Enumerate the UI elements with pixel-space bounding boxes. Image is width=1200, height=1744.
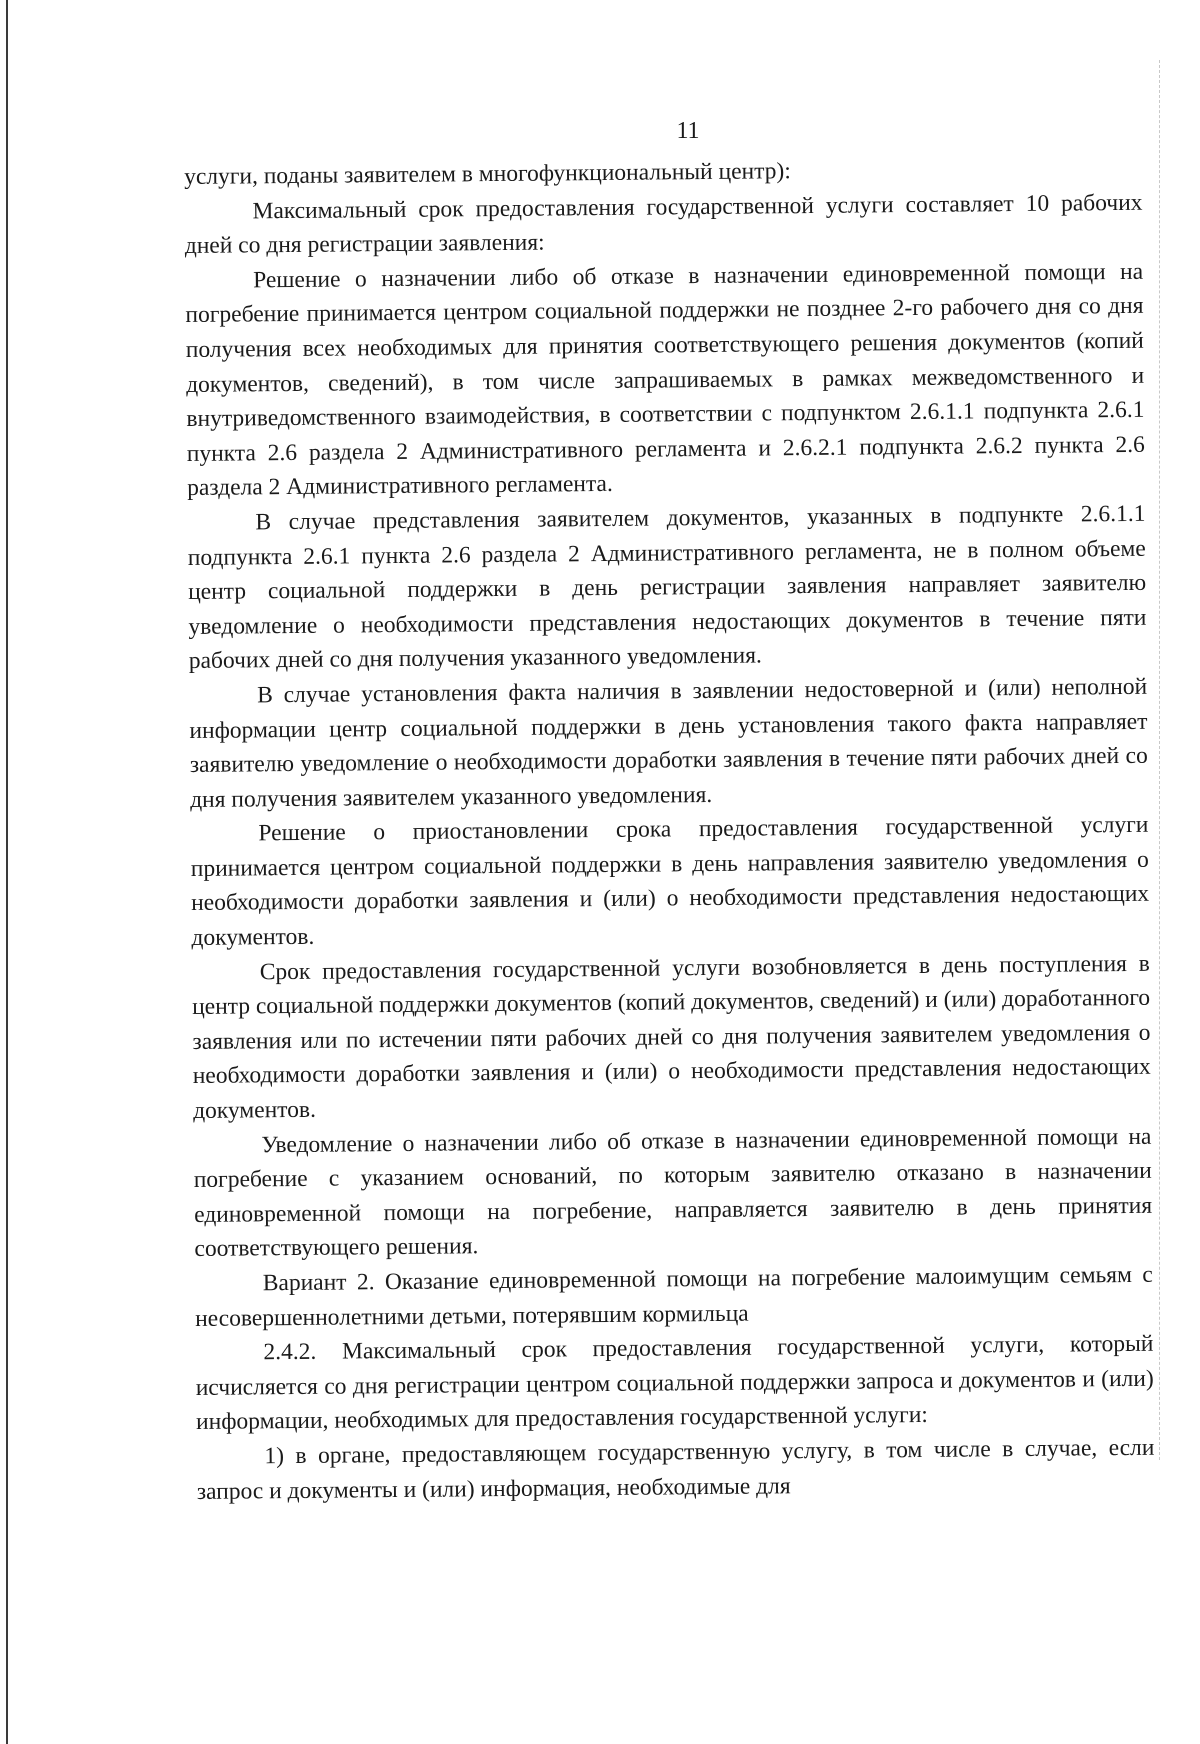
paragraph-decision: Решение о назначении либо об отказе в назначении единовременной помощи на погребение принимается центром социальной поддержки не позднее 2-го рабочего дня со дня получения всех необходимых для принятия соответствующего решения документов (копий документов, сведений), в том числе запрашиваемых в рамках межведомственного и внутриведомственного взаимодействия, в соответствии с подпунктом 2.6.1.1 подпункта 2.6.1 пункта 2.6 раздела 2 Административного регламента и 2.6.2.1 подпункта 2.6.2 пункта 2.6 раздела 2 Административного регламента. xyxy=(185,258,1145,502)
paragraph-incomplete-documents: В случае представления заявителем документов, указанных в подпункте 2.6.1.1 подпункта 2.6.1 пункта 2.6 раздела 2 Административного регламента, не в полном объеме центр социальной поддержки в день регистрации заявления направляет заявителю уведомление о необходимости представления недостающих документов в течение пяти рабочих дней со дня получения указанного уведомления. xyxy=(187,500,1147,675)
paragraph-item-1: 1) в органе, предоставляющем государственную услугу, в том числе в случае, если запрос и документы и (или) информация, необходимые для xyxy=(196,1434,1155,1505)
paragraph-suspension: Решение о приостановлении срока предоставления государственной услуги принимается центром социальной поддержки в день направления заявителю уведомления о необходимости доработки заявления и (или) о необходимости представления недостающих документов. xyxy=(190,812,1150,952)
paragraph-unreliable-information: В случае установления факта наличия в заявлении недостоверной и (или) неполной информации центр социальной поддержки в день установления такого факта направляет заявителю уведомление о необходимости доработки заявления в течение пяти рабочих дней со дня получения заявителем указанного уведомления. xyxy=(189,673,1148,813)
paragraph-2-4-2: 2.4.2. Максимальный срок предоставления государственной услуги, который исчисляется со дня регистрации центром социальной поддержки запроса и документов и (или) информации, необходимых для предоставления государственной услуги: xyxy=(195,1330,1154,1436)
paragraph-max-term: Максимальный срок предоставления государственной услуги составляет 10 рабочих дней со дня регистрации заявления: xyxy=(184,189,1143,260)
document-body xyxy=(184,151,1155,1509)
scan-edge-right xyxy=(1159,60,1160,1460)
scan-edge-left xyxy=(6,0,8,1744)
paragraph-continuation: услуги, поданы заявителем в многофункциональный центр): xyxy=(184,158,791,190)
paragraph-variant-2: Вариант 2. Оказание единовременной помощи на погребение малоимущим семьям с несовершеннолетними детьми, потерявшим кормильца xyxy=(194,1261,1153,1332)
page-number: 11 xyxy=(676,118,700,144)
paragraph-resumption: Срок предоставления государственной услуги возобновляется в день поступления в центр социальной поддержки документов (копий документов, сведений) и (или) доработанного заявления или по истечении пяти рабочих дней со дня получения заявителем уведомления о необходимости доработки заявления и (или) о необходимости представления недостающих документов. xyxy=(192,950,1151,1124)
paragraph-notification: Уведомление о назначении либо об отказе в назначении единовременной помощи на погребение с указанием оснований, по которым заявителю отказано в назначении единовременной помощи на погребение, направляется заявителю в день принятия соответствующего решения. xyxy=(193,1123,1153,1263)
